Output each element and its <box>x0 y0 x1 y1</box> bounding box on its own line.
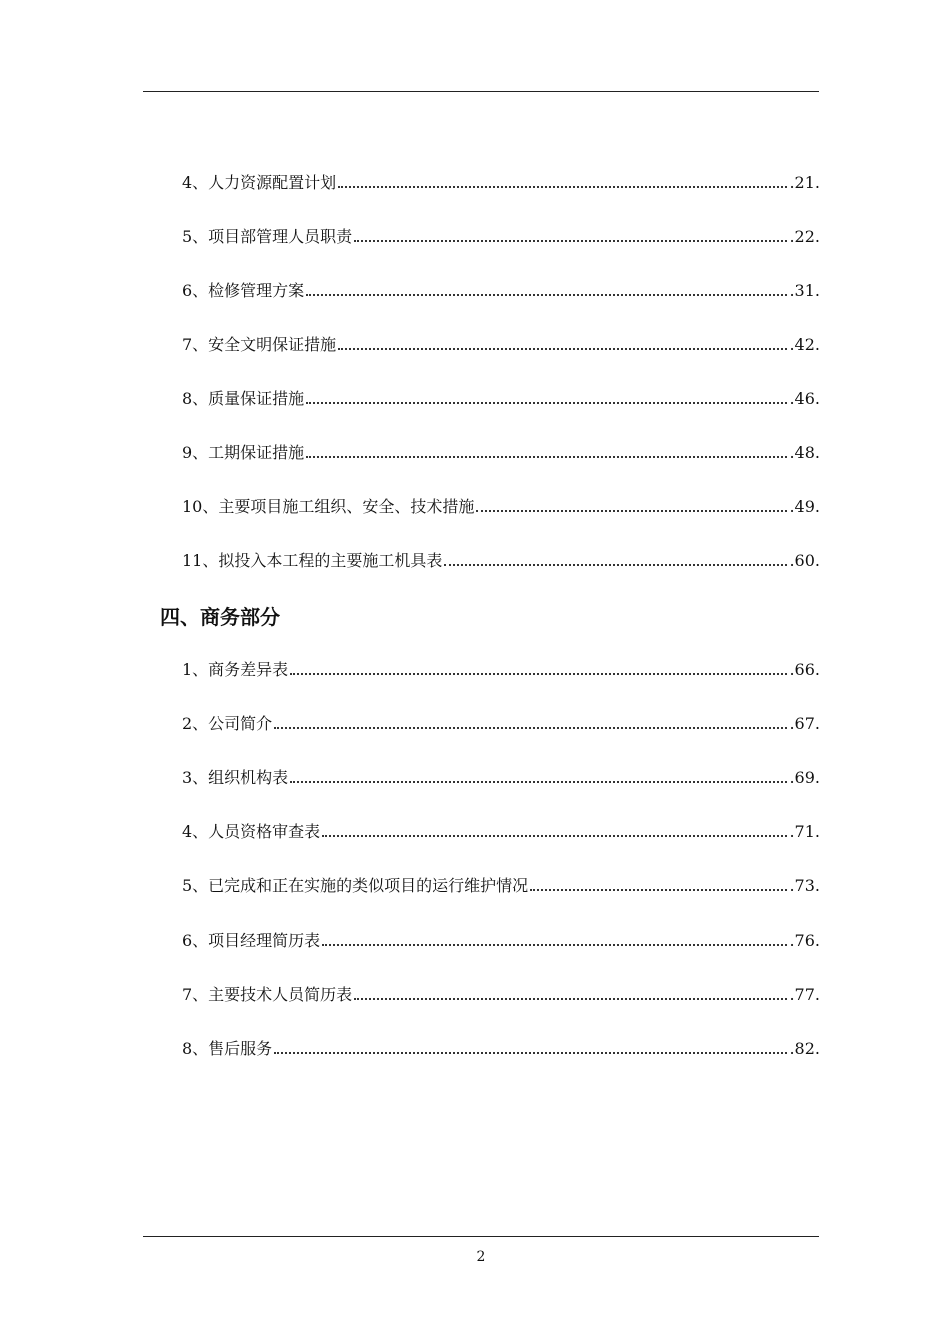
toc-entry-page: .48. <box>789 443 820 462</box>
toc-entry-page: .76. <box>789 931 820 950</box>
toc-dot-leader <box>354 240 787 242</box>
toc-entry-label: 6、检修管理方案 <box>182 281 305 300</box>
toc-entry[interactable] <box>182 658 820 682</box>
toc-dot-leader <box>274 727 787 729</box>
page-number: 2 <box>476 1249 486 1265</box>
toc-entry-page: .77. <box>789 985 820 1004</box>
toc-dot-leader <box>354 998 787 1000</box>
toc-entry-label: 1、商务差异表 <box>182 660 289 679</box>
toc-entry-page: .46. <box>789 389 820 408</box>
toc-dot-leader <box>322 835 787 837</box>
toc-entry[interactable] <box>182 766 820 790</box>
toc-entry-label: 9、工期保证措施 <box>182 443 305 462</box>
toc-entry-label: 5、已完成和正在实施的类似项目的运行维护情况 <box>182 876 529 895</box>
toc-entry[interactable] <box>182 549 820 573</box>
toc-dot-leader <box>306 456 787 458</box>
toc-entry-label: 3、组织机构表 <box>182 768 289 787</box>
toc-entry-label: 11、拟投入本工程的主要施工机具表 <box>182 551 443 570</box>
toc-entry-label: 4、人员资格审查表 <box>182 822 321 841</box>
toc-entry[interactable] <box>182 279 820 303</box>
toc-entry-page: .73. <box>789 876 820 895</box>
toc-entry-page: .42. <box>789 335 820 354</box>
section-heading[interactable]: 四、商务部分 <box>160 605 280 629</box>
toc-entry[interactable] <box>182 333 820 357</box>
toc-dot-leader <box>306 294 787 296</box>
toc-entry-page: .66. <box>789 660 820 679</box>
toc-entry-label: 5、项目部管理人员职责 <box>182 227 353 246</box>
toc-entry-label: 4、人力资源配置计划 <box>182 173 337 192</box>
toc-entry-page: .49. <box>789 497 820 516</box>
toc-entry-page: .22. <box>789 227 820 246</box>
toc-entry-label: 7、安全文明保证措施 <box>182 335 337 354</box>
toc-entry[interactable] <box>182 820 820 844</box>
toc-entry-label: 2、公司简介 <box>182 714 273 733</box>
toc-entry-label: 8、售后服务 <box>182 1039 273 1058</box>
toc-dot-leader <box>290 781 787 783</box>
footer-rule <box>143 1236 819 1237</box>
toc-entry[interactable] <box>182 495 820 519</box>
toc-entry[interactable] <box>182 983 820 1007</box>
toc-entry[interactable] <box>182 929 820 953</box>
toc-entry-label: 7、主要技术人员简历表 <box>182 985 353 1004</box>
toc-dot-leader <box>476 510 787 512</box>
toc-entry[interactable] <box>182 441 820 465</box>
toc-dot-leader <box>322 944 787 946</box>
toc-entry-page: .21. <box>789 173 820 192</box>
toc-entry-label: 10、主要项目施工组织、安全、技术措施 <box>182 497 475 516</box>
toc-entry[interactable] <box>182 874 820 898</box>
toc-dot-leader <box>338 348 787 350</box>
toc-entry-label: 8、质量保证措施 <box>182 389 305 408</box>
toc-entry[interactable] <box>182 1037 820 1061</box>
toc-entry-page: .67. <box>789 714 820 733</box>
toc-entry-page: .69. <box>789 768 820 787</box>
toc-entry[interactable] <box>182 387 820 411</box>
toc-entry[interactable] <box>182 225 820 249</box>
toc-dot-leader <box>338 186 787 188</box>
toc-entry[interactable] <box>182 712 820 736</box>
toc-dot-leader <box>274 1052 787 1054</box>
header-rule <box>143 91 819 92</box>
toc-entry-page: .71. <box>789 822 820 841</box>
toc-entry-page: .82. <box>789 1039 820 1058</box>
toc-dot-leader <box>530 889 787 891</box>
toc-dot-leader <box>444 564 787 566</box>
toc-dot-leader <box>306 402 787 404</box>
toc-dot-leader <box>290 673 787 675</box>
toc-entry[interactable] <box>182 171 820 195</box>
toc-entry-page: .31. <box>789 281 820 300</box>
toc-entry-page: .60. <box>789 551 820 570</box>
toc-entry-label: 6、项目经理简历表 <box>182 931 321 950</box>
